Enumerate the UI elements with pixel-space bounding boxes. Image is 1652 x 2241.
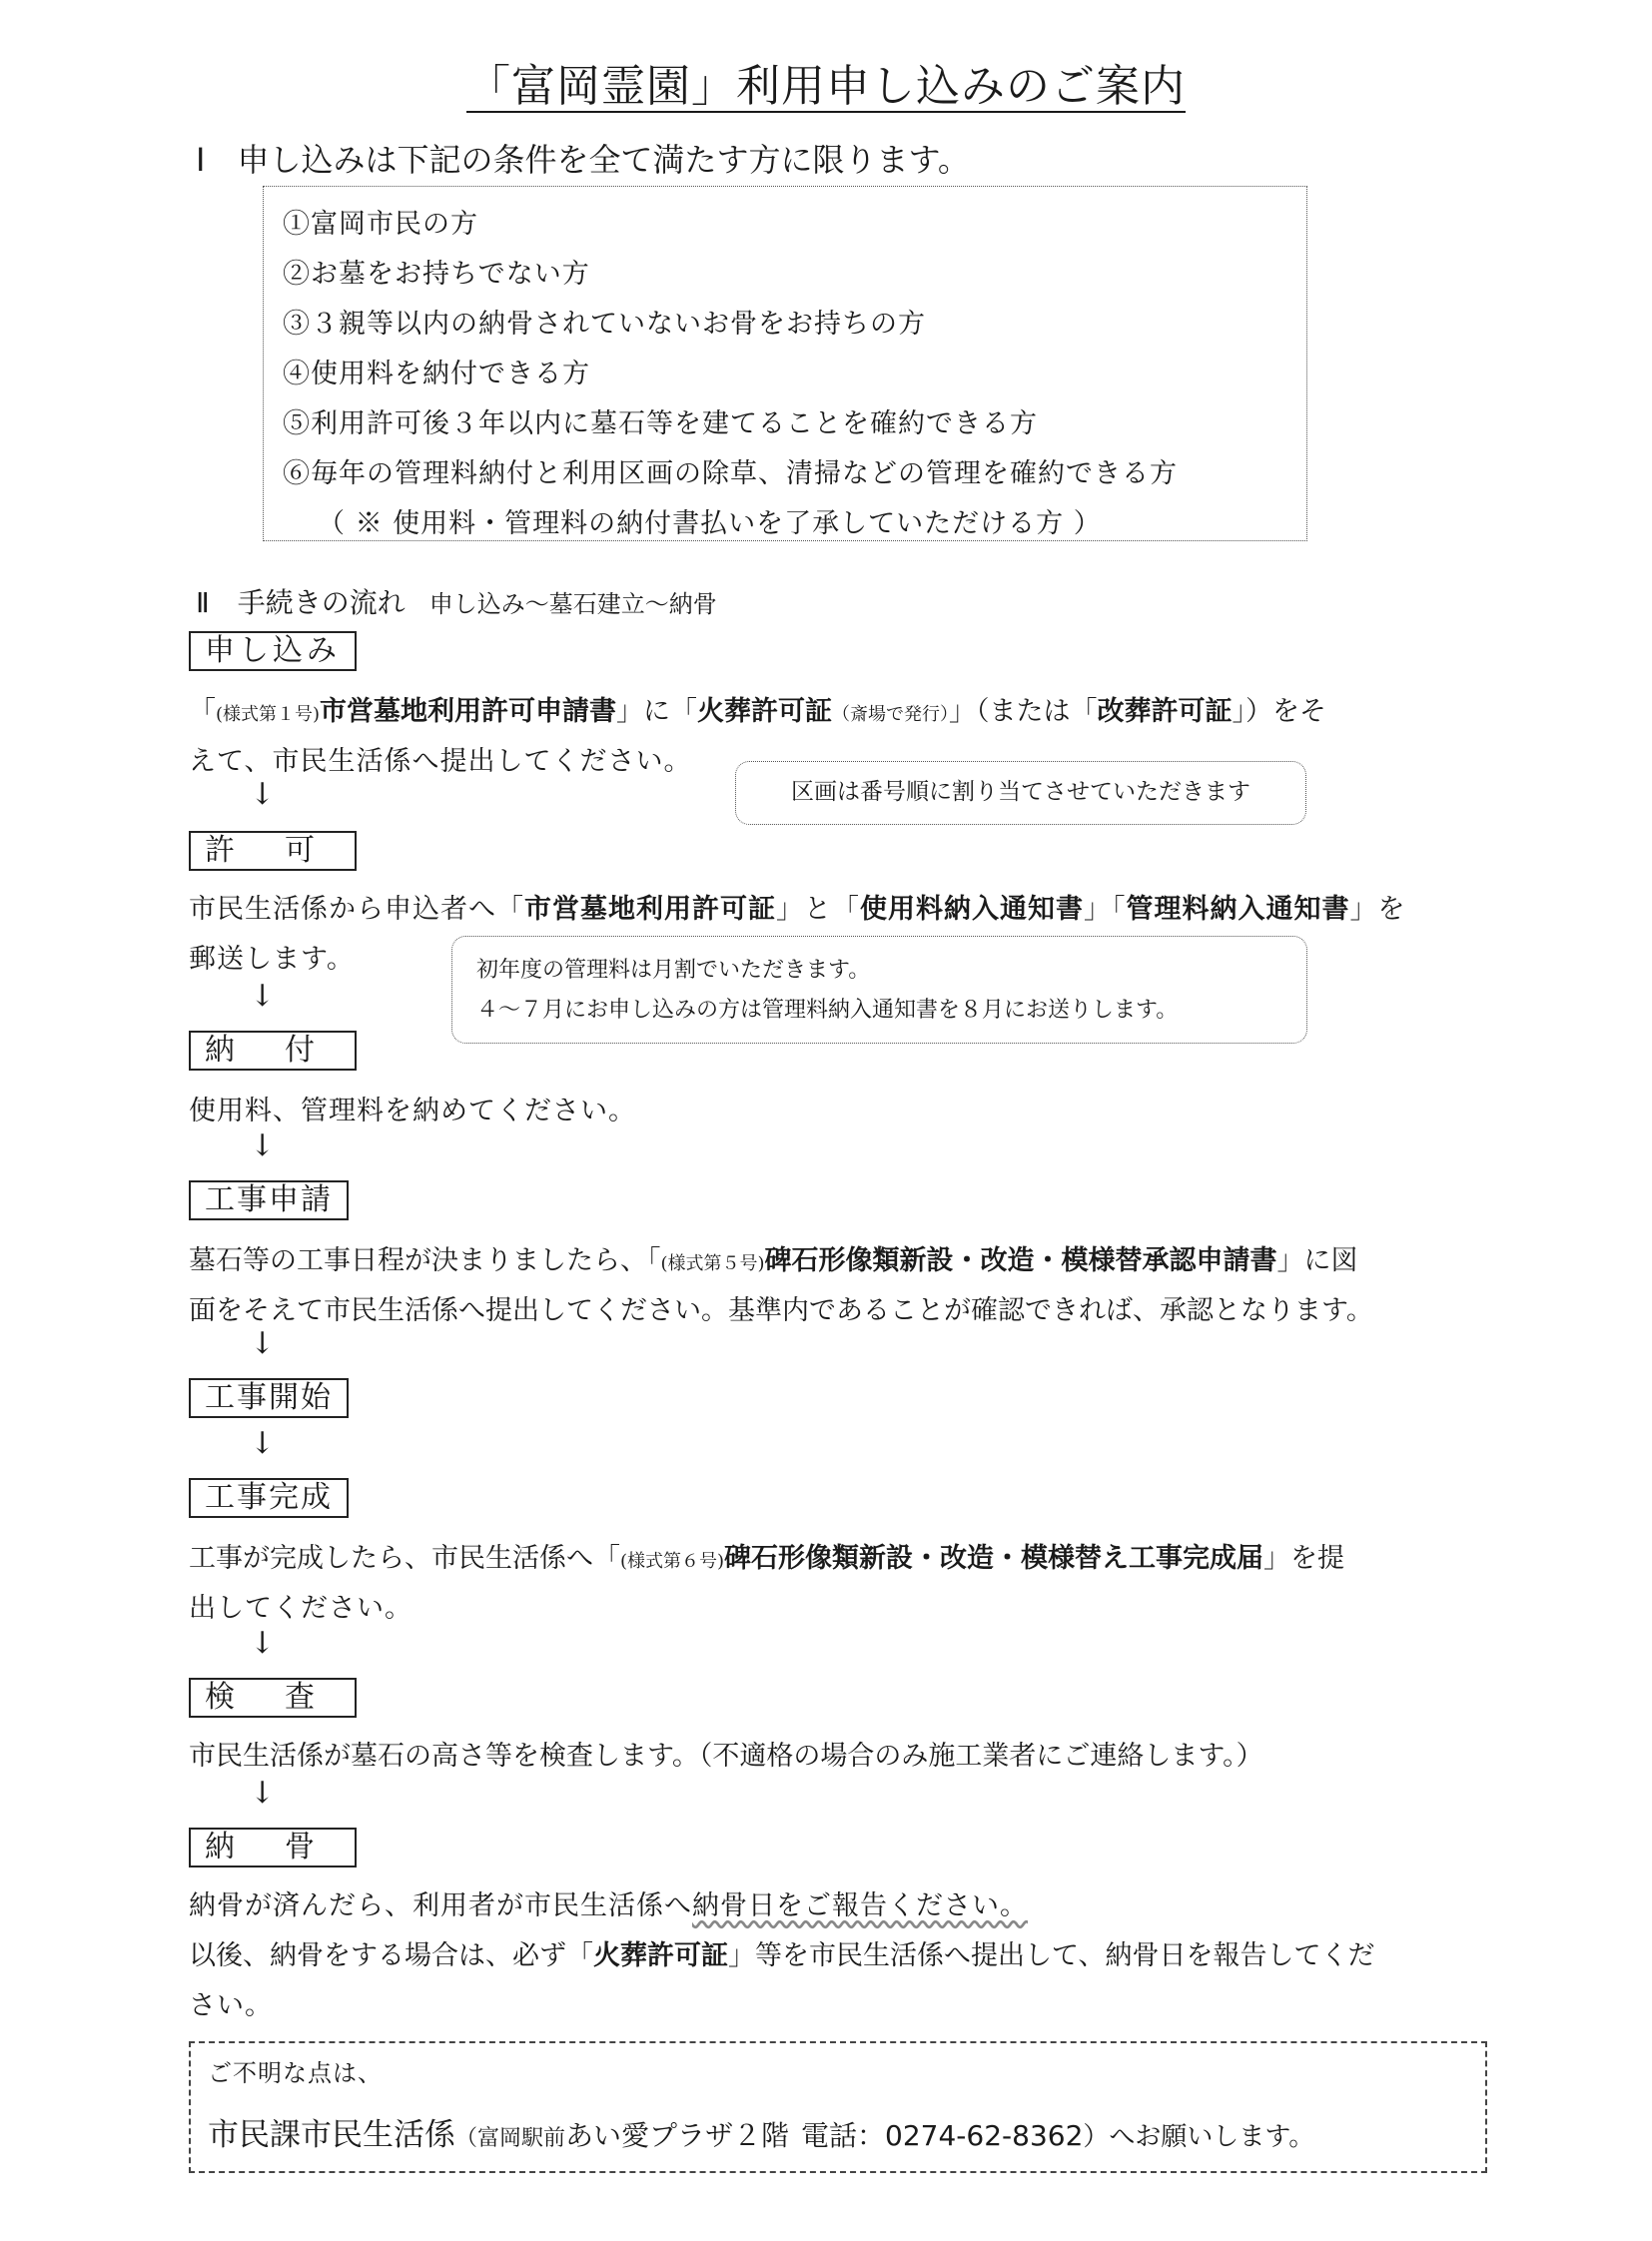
permit-note-line1: 初年度の管理料は月割でいただきます。 — [476, 958, 871, 983]
step-apply-text-line2: えて、市民生活係へ提出してください。 — [189, 746, 692, 777]
step-apply-text-line1: 「(様式第１号)市営墓地利用許可申請書」に「火葬許可証（斎場で発行）」（または「改葬許可証」）をそ — [189, 696, 1327, 727]
contact-place: あい愛プラザ２階 — [565, 2119, 790, 2152]
flow-arrow: ↓ — [250, 1128, 276, 1163]
page-title: 「富岡霊園」利用申し込みのご案内 — [466, 61, 1186, 112]
section-2-heading — [196, 581, 717, 621]
step-inspection-text: 市民生活係が墓石の高さ等を検査します。（不適格の場合のみ施工業者にご連絡します。） — [189, 1741, 1263, 1772]
contact-dept: 市民課市民生活係 — [208, 2117, 455, 2153]
apply-note: 区画は番号順に割り当てさせていただきます — [735, 761, 1306, 825]
step-construction-done-text-line2: 出してください。 — [189, 1593, 413, 1624]
contact-phone: 電話：0274-62-8362 — [801, 2119, 1084, 2152]
condition-item: ③３親等以内の納骨されていないお骨をお持ちの方 — [283, 309, 926, 340]
step-interment-text-line3: さい。 — [189, 1990, 273, 2021]
step-payment-label: 納 付 — [189, 1031, 357, 1071]
step-interment-text-line1: 納骨が済んだら、利用者が市民生活係へ納骨日をご報告ください。 — [189, 1890, 1028, 1921]
step-interment-label: 納 骨 — [189, 1828, 357, 1868]
flow-arrow: ↓ — [250, 979, 276, 1014]
condition-item: ④使用料を納付できる方 — [283, 359, 590, 389]
step-apply-label: 申し込み — [189, 631, 357, 671]
flow-arrow: ↓ — [250, 777, 276, 812]
permit-note-line2: ４～７月にお申し込みの方は管理料納入通知書を８月にお送りします。 — [476, 998, 1179, 1023]
flow-arrow: ↓ — [250, 1776, 276, 1811]
section-1-heading: Ⅰ 申し込みは下記の条件を全て満たす方に限ります。 — [196, 141, 970, 179]
condition-note: （ ※ 使用料・管理料の納付書払いを了承していただける方 ） — [318, 508, 1102, 539]
step-interment-text-line2: 以後、納骨をする場合は、必ず「火葬許可証」等を市民生活係へ提出して、納骨日を報告してくだ — [189, 1940, 1375, 1971]
step-construction-start-label: 工事開始 — [189, 1378, 349, 1418]
contact-line: 市民課市民生活係（富岡駅前あい愛プラザ２階 電話：0274-62-8362）へお願いします。 — [208, 2117, 1315, 2153]
permit-note — [451, 936, 1307, 1044]
step-construction-apply-text-line2: 面をそえて市民生活係へ提出してください。基準内であることが確認できれば、承認となります。 — [189, 1295, 1373, 1326]
contact-intro: ご不明な点は、 — [208, 2059, 383, 2087]
step-payment-text: 使用料、管理料を納めてください。 — [189, 1096, 636, 1126]
step-construction-apply-text-line1: 墓石等の工事日程が決まりましたら、「(様式第５号)碑石形像類新設・改造・模様替承認申請書」に図 — [189, 1245, 1358, 1276]
flow-arrow: ↓ — [250, 1326, 276, 1361]
condition-item: ①富岡市民の方 — [283, 209, 478, 240]
step-inspection-label: 検 査 — [189, 1678, 357, 1718]
step-construction-done-label: 工事完成 — [189, 1478, 349, 1518]
condition-item: ⑥毎年の管理料納付と利用区画の除草、清掃などの管理を確約できる方 — [283, 458, 1178, 489]
step-construction-apply-label: 工事申請 — [189, 1180, 349, 1220]
step-construction-done-text-line1: 工事が完成したら、市民生活係へ「(様式第６号)碑石形像類新設・改造・模様替え工事完成届」を提 — [189, 1543, 1345, 1574]
section-2-subtitle: 申し込み～墓石建立～納骨 — [428, 590, 717, 618]
step-permit-label: 許 可 — [189, 831, 357, 871]
step-permit-text-line2: 郵送します。 — [189, 944, 355, 975]
section-2-title: Ⅱ 手続きの流れ — [196, 586, 406, 619]
flow-arrow: ↓ — [250, 1626, 276, 1661]
condition-item: ⑤利用許可後３年以内に墓石等を建てることを確約できる方 — [283, 408, 1038, 439]
flow-arrow: ↓ — [250, 1426, 276, 1461]
condition-item: ②お墓をお持ちでない方 — [283, 259, 590, 290]
step-permit-text-line1: 市民生活係から申込者へ「市営墓地利用許可証」と「使用料納入通知書」「管理料納入通知書」を — [189, 894, 1406, 925]
